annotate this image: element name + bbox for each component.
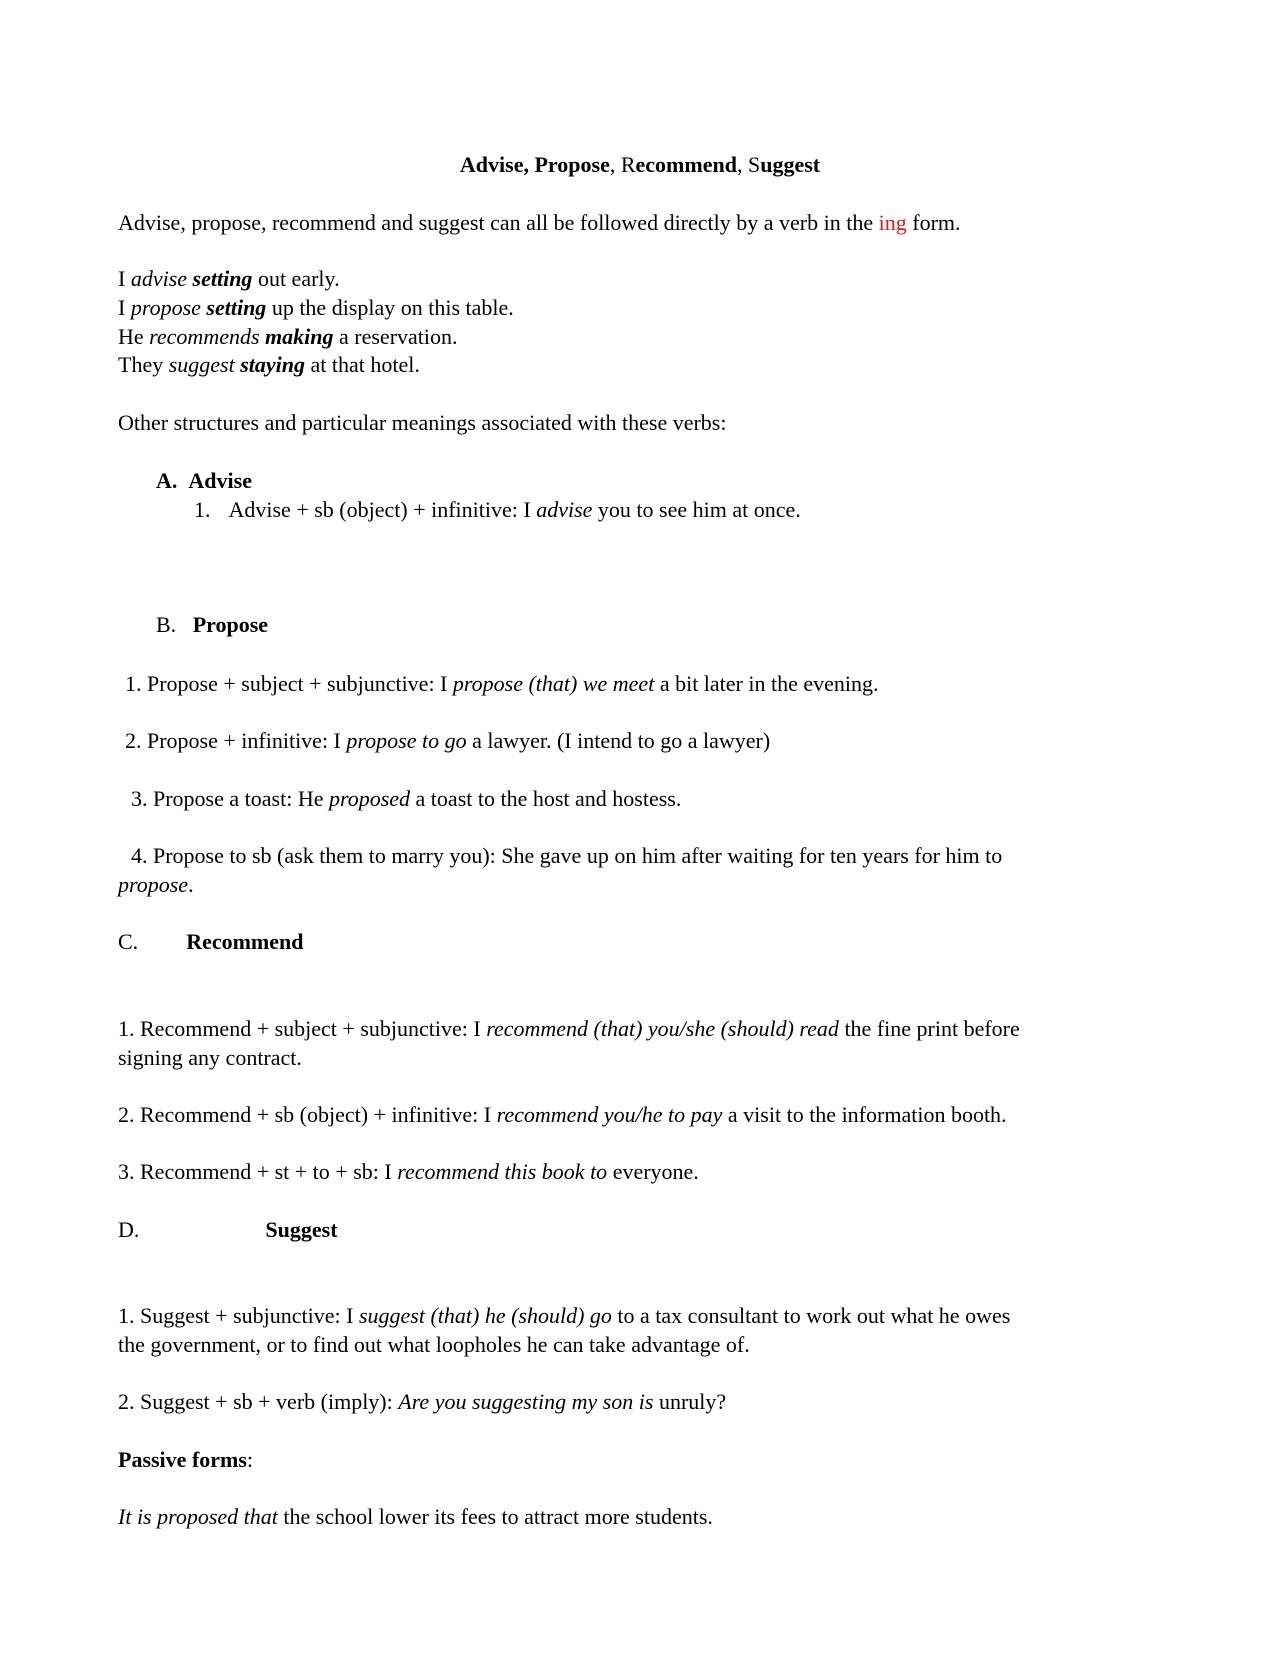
- section-c-item: 1. Recommend + subject + subjunctive: I recommend (that) you/she (should) read the fine print before: [118, 1016, 1020, 1041]
- passive-forms-heading: Passive forms:: [118, 1447, 254, 1472]
- section-b-item: 2. Propose + infinitive: I propose to go a lawyer. (I intend to go a lawyer): [125, 728, 771, 753]
- example-line: I advise setting out early.: [118, 266, 340, 291]
- section-b-item-continued: propose.: [118, 872, 194, 897]
- section-a-heading: A. Advise: [156, 468, 252, 493]
- intro-paragraph: Advise, propose, recommend and suggest can all be followed directly by a verb in the ing form.: [118, 210, 961, 235]
- section-d-heading: D. Suggest: [118, 1217, 338, 1242]
- section-c-item: 3. Recommend + st + to + sb: I recommend this book to everyone.: [118, 1159, 699, 1184]
- section-a-item: 1. Advise + sb (object) + infinitive: I advise you to see him at once.: [194, 497, 801, 522]
- section-b-heading: B. Propose: [156, 612, 269, 637]
- section-d-item: 1. Suggest + subjunctive: I suggest (that) he (should) go to a tax consultant to work out what he owes: [118, 1303, 1011, 1328]
- example-line: I propose setting up the display on this table.: [118, 295, 514, 320]
- section-d-item: 2. Suggest + sb + verb (imply): Are you suggesting my son is unruly?: [118, 1389, 727, 1414]
- section-b-item: 3. Propose a toast: He proposed a toast to the host and hostess.: [131, 786, 682, 811]
- section-b-item: 4. Propose to sb (ask them to marry you): She gave up on him after waiting for ten years for him to: [131, 843, 1003, 868]
- section-c-item-continued: signing any contract.: [118, 1045, 302, 1070]
- example-line: They suggest staying at that hotel.: [118, 352, 420, 377]
- section-c-heading: C. Recommend: [118, 929, 304, 954]
- ing-highlight: ing: [878, 210, 907, 235]
- passive-example: It is proposed that the school lower its fees to attract more students.: [118, 1504, 713, 1529]
- section-d-item-continued: the government, or to find out what loopholes he can take advantage of.: [118, 1332, 750, 1357]
- other-structures-paragraph: Other structures and particular meanings associated with these verbs:: [118, 410, 727, 435]
- section-c-item: 2. Recommend + sb (object) + infinitive: I recommend you/he to pay a visit to the information booth.: [118, 1102, 1007, 1127]
- section-b-item: 1. Propose + subject + subjunctive: I propose (that) we meet a bit later in the evening.: [125, 671, 879, 696]
- example-line: He recommends making a reservation.: [118, 324, 458, 349]
- document-title: Advise, Propose, Recommend, Suggest: [459, 152, 821, 177]
